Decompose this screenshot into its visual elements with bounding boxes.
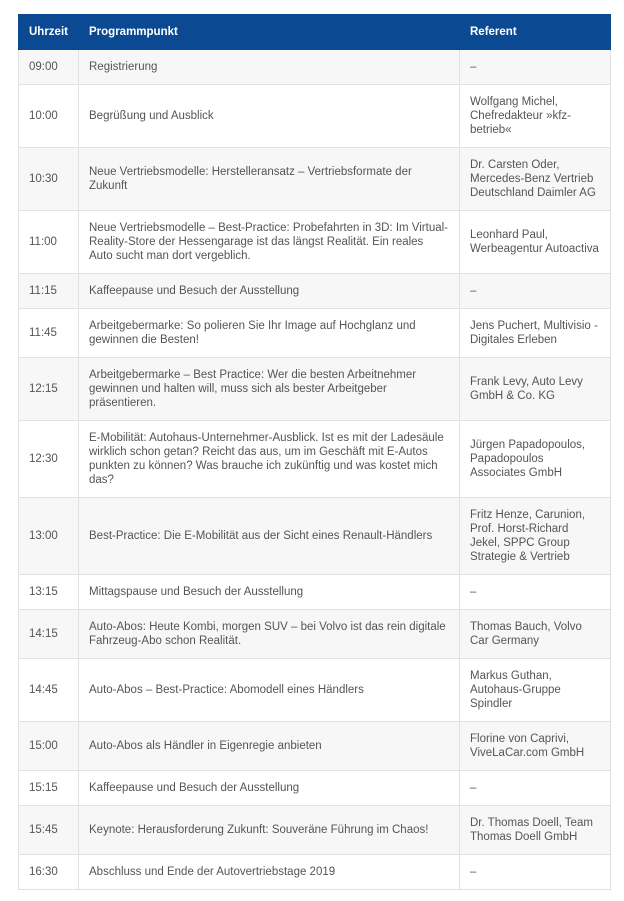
cell-time: 15:00	[19, 722, 79, 771]
cell-speaker: –	[460, 575, 611, 610]
agenda-table-header	[19, 15, 611, 50]
cell-speaker: Florine von Caprivi, ViveLaCar.com GmbH	[460, 722, 611, 771]
cell-time: 16:30	[19, 855, 79, 890]
cell-speaker: Wolfgang Michel, Chefredakteur »kfz-betrieb«	[460, 85, 611, 148]
cell-speaker: Fritz Henze, Carunion, Prof. Horst-Richard Jekel, SPPC Group Strategie & Vertrieb	[460, 498, 611, 575]
cell-speaker: Dr. Carsten Oder, Mercedes-Benz Vertrieb Deutschland Daimler AG	[460, 148, 611, 211]
cell-speaker: –	[460, 771, 611, 806]
table-row	[19, 85, 611, 148]
cell-time: 14:15	[19, 610, 79, 659]
cell-time: 09:00	[19, 50, 79, 85]
cell-program: Auto-Abos – Best-Practice: Abomodell eines Händlers	[79, 659, 460, 722]
cell-speaker: Leonhard Paul, Werbeagentur Autoactiva	[460, 211, 611, 274]
cell-program: Arbeitgebermarke – Best Practice: Wer die besten Arbeitnehmer gewinnen und halten will, muss sich als bester Arbeitgeber präsentieren.	[79, 358, 460, 421]
table-row	[19, 274, 611, 309]
cell-program: Begrüßung und Ausblick	[79, 85, 460, 148]
table-row	[19, 659, 611, 722]
header-program: Programmpunkt	[79, 15, 460, 50]
agenda-table-body	[19, 50, 611, 890]
table-row	[19, 771, 611, 806]
cell-speaker: –	[460, 855, 611, 890]
cell-time: 11:00	[19, 211, 79, 274]
table-row	[19, 575, 611, 610]
cell-time: 10:30	[19, 148, 79, 211]
header-time: Uhrzeit	[19, 15, 79, 50]
header-speaker: Referent	[460, 15, 611, 50]
cell-time: 10:00	[19, 85, 79, 148]
cell-speaker: Jens Puchert, Multivisio - Digitales Erleben	[460, 309, 611, 358]
cell-speaker: Dr. Thomas Doell, Team Thomas Doell GmbH	[460, 806, 611, 855]
table-row	[19, 309, 611, 358]
cell-program: Registrierung	[79, 50, 460, 85]
cell-speaker: Thomas Bauch, Volvo Car Germany	[460, 610, 611, 659]
table-row	[19, 50, 611, 85]
cell-program: E-Mobilität: Autohaus-Unternehmer-Ausblick. Ist es mit der Ladesäule wirklich schon getan? Reicht das aus, um im Geschäft mit E-Autos punkten zu können? Was brauche ich zukünftig und was kostet mich das?	[79, 421, 460, 498]
table-row	[19, 610, 611, 659]
cell-program: Keynote: Herausforderung Zukunft: Souveräne Führung im Chaos!	[79, 806, 460, 855]
cell-time: 11:15	[19, 274, 79, 309]
table-row	[19, 211, 611, 274]
cell-time: 15:15	[19, 771, 79, 806]
cell-program: Arbeitgebermarke: So polieren Sie Ihr Image auf Hochglanz und gewinnen die Besten!	[79, 309, 460, 358]
cell-time: 12:15	[19, 358, 79, 421]
cell-program: Auto-Abos: Heute Kombi, morgen SUV – bei Volvo ist das rein digitale Fahrzeug-Abo schon Realität.	[79, 610, 460, 659]
table-row	[19, 855, 611, 890]
cell-speaker: Markus Guthan, Autohaus-Gruppe Spindler	[460, 659, 611, 722]
cell-time: 13:00	[19, 498, 79, 575]
table-row	[19, 148, 611, 211]
table-row	[19, 358, 611, 421]
agenda-container	[18, 14, 610, 890]
cell-program: Auto-Abos als Händler in Eigenregie anbieten	[79, 722, 460, 771]
cell-program: Neue Vertriebsmodelle: Herstelleransatz – Vertriebsformate der Zukunft	[79, 148, 460, 211]
table-row	[19, 498, 611, 575]
cell-speaker: Frank Levy, Auto Levy GmbH & Co. KG	[460, 358, 611, 421]
cell-program: Kaffeepause und Besuch der Ausstellung	[79, 771, 460, 806]
cell-speaker: –	[460, 50, 611, 85]
cell-program: Abschluss und Ende der Autovertriebstage 2019	[79, 855, 460, 890]
cell-time: 12:30	[19, 421, 79, 498]
agenda-table	[18, 14, 611, 890]
cell-speaker: Jürgen Papadopoulos, Papadopoulos Associates GmbH	[460, 421, 611, 498]
cell-program: Best-Practice: Die E-Mobilität aus der Sicht eines Renault-Händlers	[79, 498, 460, 575]
header-row	[19, 15, 611, 50]
table-row	[19, 722, 611, 771]
cell-time: 11:45	[19, 309, 79, 358]
table-row	[19, 421, 611, 498]
cell-time: 15:45	[19, 806, 79, 855]
cell-speaker: –	[460, 274, 611, 309]
cell-program: Mittagspause und Besuch der Ausstellung	[79, 575, 460, 610]
table-row	[19, 806, 611, 855]
cell-time: 13:15	[19, 575, 79, 610]
cell-program: Neue Vertriebsmodelle – Best-Practice: Probefahrten in 3D: Im Virtual-Reality-Store der Hessengarage ist das längst Realität. Ein reales Auto sucht man dort vergeblich.	[79, 211, 460, 274]
cell-time: 14:45	[19, 659, 79, 722]
cell-program: Kaffeepause und Besuch der Ausstellung	[79, 274, 460, 309]
